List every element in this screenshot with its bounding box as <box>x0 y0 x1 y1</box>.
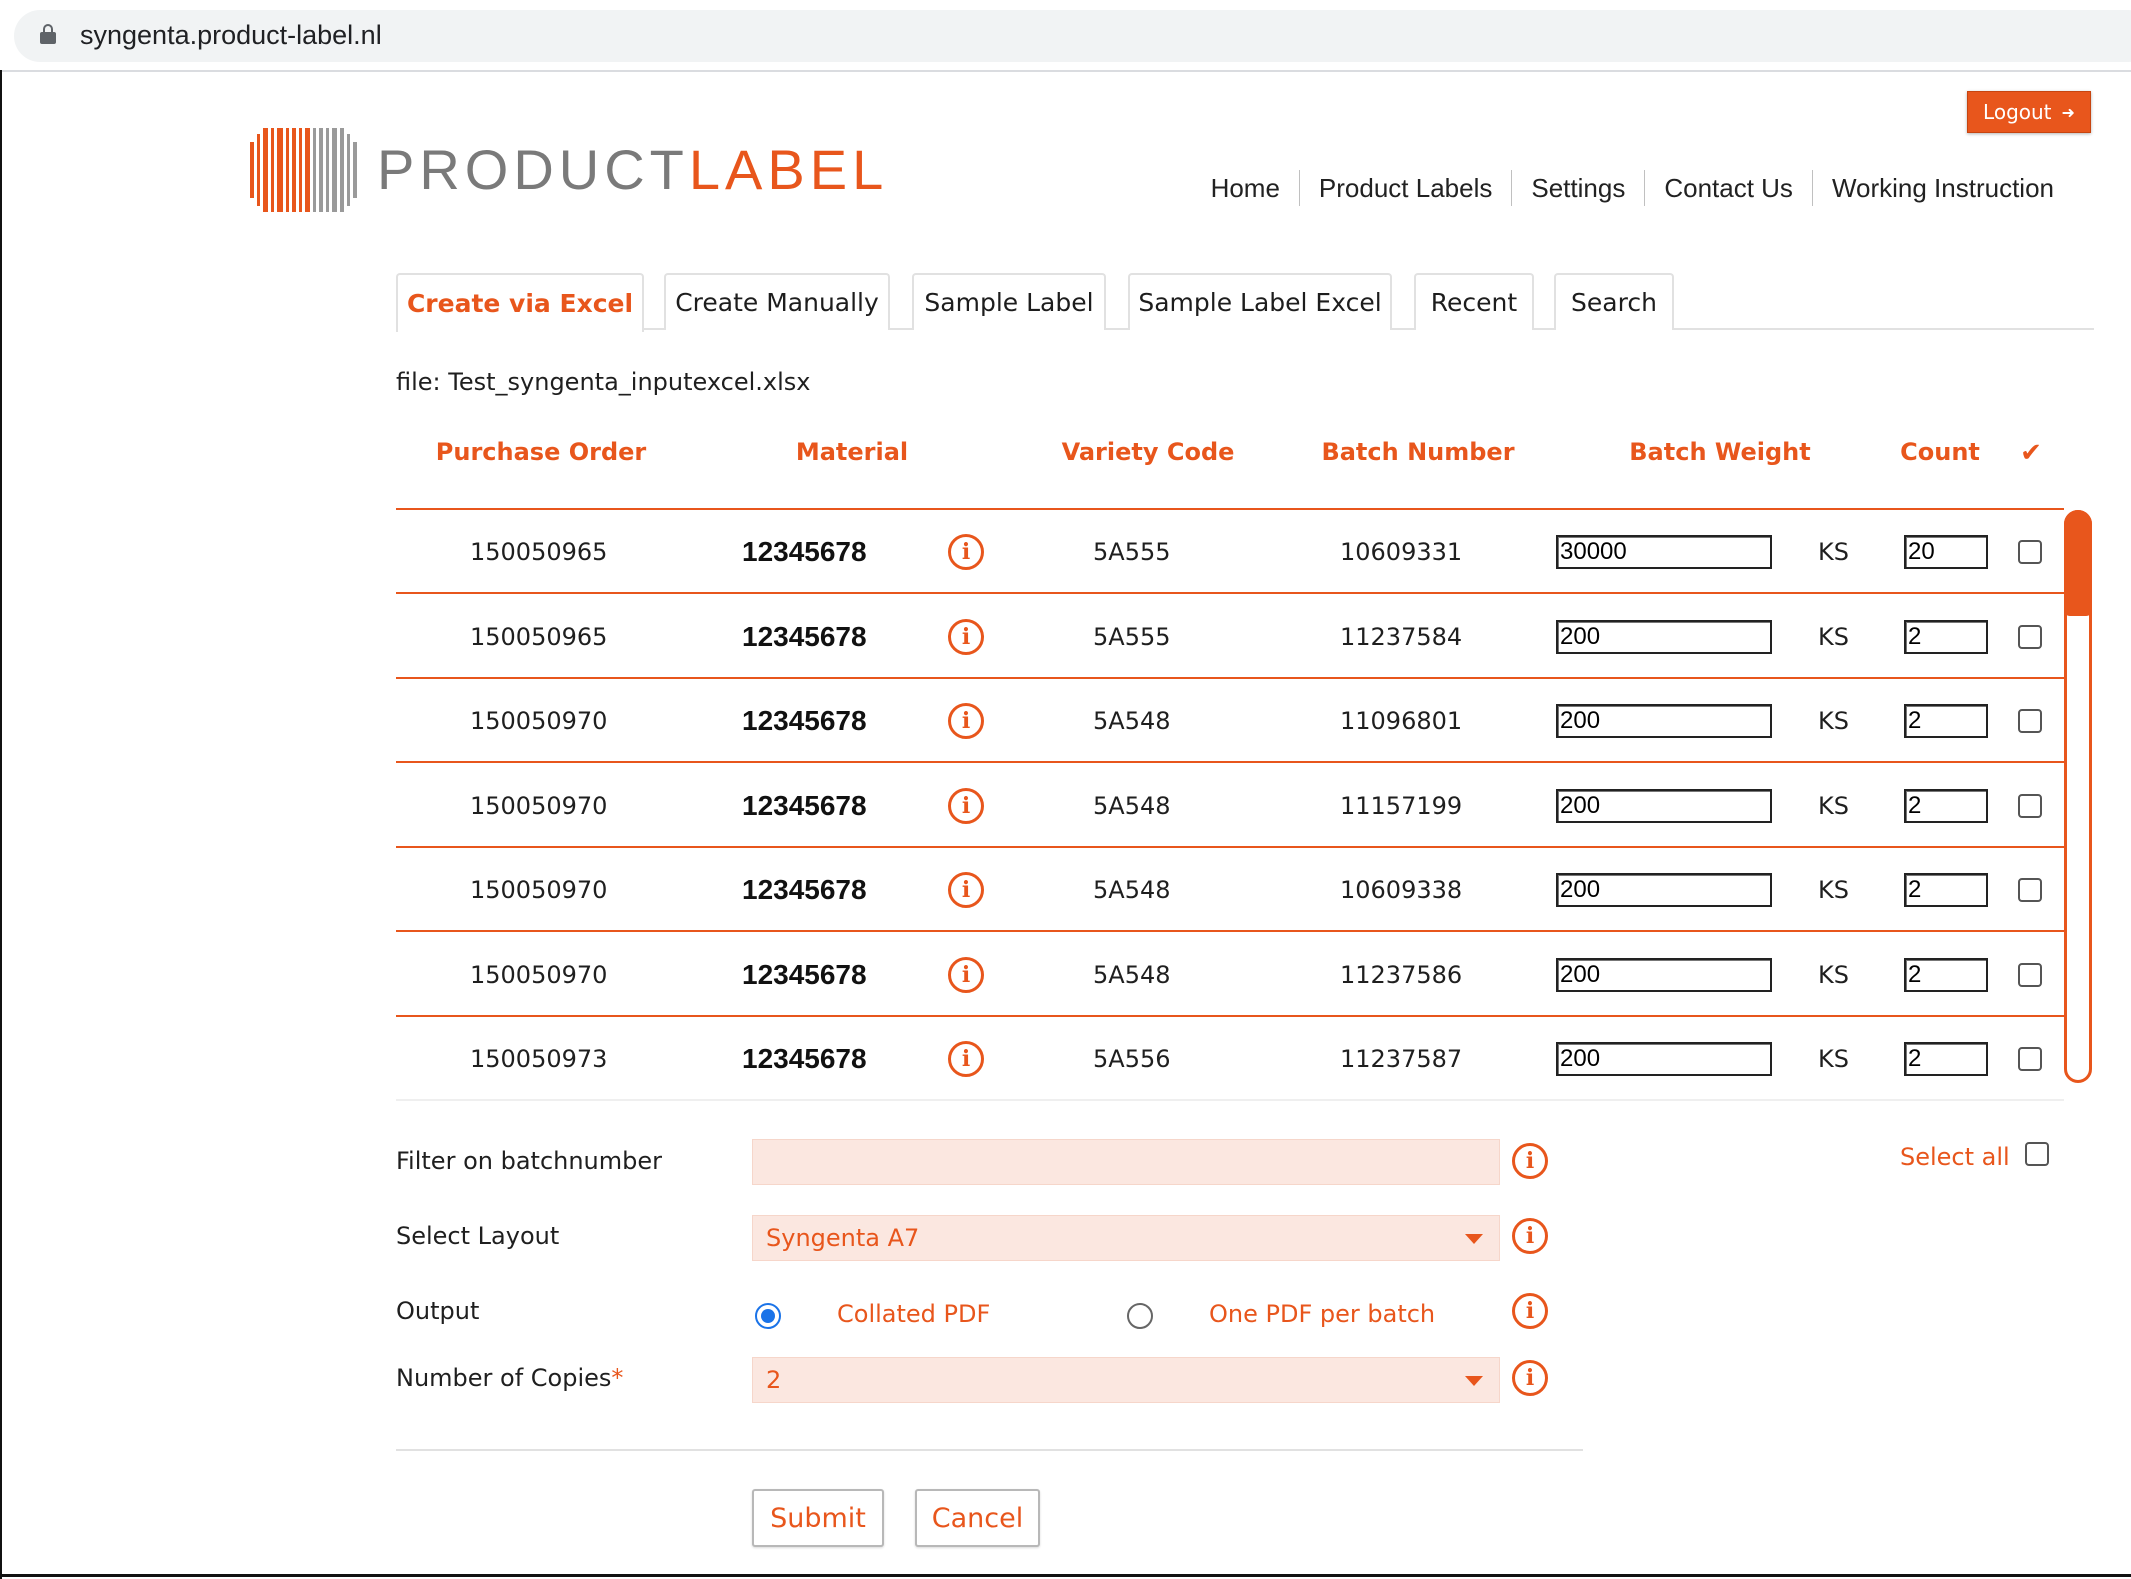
batch-number-cell: 11157199 <box>1340 791 1463 820</box>
material-cell: 12345678 <box>742 620 867 652</box>
material-cell: 12345678 <box>742 1043 867 1074</box>
info-icon: i <box>948 1041 984 1077</box>
col-variety-code: Variety Code <box>1061 438 1235 466</box>
output-info-button[interactable] <box>1512 1293 1548 1329</box>
variety-code-cell: 5A555 <box>1093 538 1171 566</box>
info-icon: i <box>948 957 984 993</box>
lock-icon <box>40 24 56 44</box>
filter-batchnumber-input[interactable] <box>752 1139 1500 1185</box>
variety-code-cell: 5A548 <box>1093 960 1171 989</box>
batch-weight-input[interactable]: 200 <box>1556 958 1772 992</box>
count-input[interactable]: 2 <box>1904 620 1988 654</box>
row-select-checkbox[interactable] <box>2018 1047 2042 1071</box>
unit-cell: KS <box>1818 707 1849 735</box>
tab-create-via-excel[interactable]: Create via Excel <box>396 273 644 332</box>
material-cell: 12345678 <box>742 958 867 990</box>
barcode-bar <box>277 128 283 212</box>
purchase-order-cell: 150050970 <box>470 707 608 735</box>
barcode-bar <box>347 134 350 206</box>
browser-divider <box>0 70 2131 72</box>
material-cell: 12345678 <box>742 789 867 821</box>
tab-bar <box>396 273 2094 330</box>
barcode-bar <box>340 128 344 212</box>
barcode-bar <box>257 134 260 206</box>
barcode-bar <box>305 128 310 212</box>
material-cell: 12345678 <box>742 705 867 736</box>
row-select-checkbox[interactable] <box>2018 709 2042 733</box>
copies-label: Number of Copies* <box>396 1364 624 1392</box>
unit-cell: KS <box>1818 960 1849 989</box>
table-row <box>396 510 2064 594</box>
material-info-button[interactable] <box>948 595 984 679</box>
table-row <box>396 848 2064 932</box>
file-name: file: Test_syngenta_inputexcel.xlsx <box>396 368 811 396</box>
filter-label: Filter on batchnumber <box>396 1147 663 1175</box>
batch-number-cell: 10609338 <box>1340 876 1463 904</box>
nav-product-labels[interactable]: Product Labels <box>1299 170 1511 206</box>
unit-cell: KS <box>1818 1045 1849 1073</box>
info-icon: i <box>948 788 984 824</box>
barcode-bar <box>299 128 302 212</box>
variety-code-cell: 5A548 <box>1093 791 1171 820</box>
table-row <box>396 933 2064 1017</box>
barcode-bar <box>313 128 316 212</box>
info-icon: i <box>1512 1218 1548 1254</box>
batch-weight-input[interactable]: 200 <box>1556 1042 1772 1076</box>
variety-code-cell: 5A555 <box>1093 622 1171 651</box>
submit-button[interactable]: Submit <box>752 1489 884 1547</box>
nav-settings[interactable]: Settings <box>1511 170 1644 206</box>
batch-weight-input[interactable]: 200 <box>1556 620 1772 654</box>
output-label: Output <box>396 1297 480 1325</box>
url-text[interactable]: syngenta.product-label.nl <box>80 20 382 50</box>
tab-recent[interactable]: Recent <box>1414 273 1534 330</box>
batch-number-cell: 11237584 <box>1340 622 1463 651</box>
tab-sample-label-excel[interactable]: Sample Label Excel <box>1128 273 1392 330</box>
tab-search[interactable]: Search <box>1554 273 1674 330</box>
variety-code-cell: 5A556 <box>1093 1045 1171 1073</box>
copies-info-button[interactable] <box>1512 1360 1548 1396</box>
unit-cell: KS <box>1818 876 1849 904</box>
table-row <box>396 764 2064 848</box>
chevron-down-icon <box>1465 1234 1483 1244</box>
material-info-button[interactable] <box>948 764 984 848</box>
col-select-check-icon: ✔ <box>2020 438 2042 468</box>
col-batch-weight: Batch Weight <box>1629 438 1811 466</box>
select-all-label[interactable]: Select all <box>1900 1143 2010 1171</box>
purchase-order-cell: 150050970 <box>470 791 608 820</box>
material-info-button[interactable] <box>948 679 984 763</box>
count-input[interactable]: 20 <box>1904 535 1988 569</box>
barcode-bar <box>271 128 274 212</box>
col-purchase-order: Purchase Order <box>435 438 647 466</box>
count-input[interactable]: 2 <box>1904 1042 1988 1076</box>
material-info-button[interactable] <box>948 1017 984 1101</box>
copies-select[interactable] <box>752 1357 1500 1403</box>
count-input[interactable]: 2 <box>1904 873 1988 907</box>
window-frame-left <box>0 70 2 1579</box>
logout-label: Logout <box>1983 100 2052 124</box>
barcode-bar <box>326 128 329 212</box>
purchase-order-cell: 150050970 <box>470 960 608 989</box>
layout-info-button[interactable] <box>1512 1218 1548 1254</box>
logout-button[interactable] <box>1967 91 2091 133</box>
batch-number-cell: 11237587 <box>1340 1045 1463 1073</box>
logout-arrow-icon: ➜ <box>2061 102 2075 122</box>
barcode-bar <box>250 142 254 198</box>
main-nav <box>1192 170 2073 206</box>
tab-create-manually[interactable]: Create Manually <box>664 273 890 330</box>
unit-cell: KS <box>1818 791 1849 820</box>
col-batch-number: Batch Number <box>1321 438 1515 466</box>
filter-info-button[interactable] <box>1512 1143 1548 1179</box>
info-icon: i <box>1512 1293 1548 1329</box>
row-select-checkbox[interactable] <box>2018 963 2042 987</box>
layout-select[interactable] <box>752 1215 1500 1261</box>
barcode-bar <box>292 128 296 212</box>
layout-selected-value: Syngenta A7 <box>766 1224 920 1252</box>
table-row <box>396 1017 2064 1101</box>
cancel-button[interactable]: Cancel <box>915 1489 1040 1547</box>
material-info-button[interactable] <box>948 848 984 932</box>
batch-number-cell: 10609331 <box>1340 538 1463 566</box>
info-icon: i <box>948 534 984 570</box>
count-input[interactable]: 2 <box>1904 704 1988 738</box>
layout-label: Select Layout <box>396 1222 560 1250</box>
count-input[interactable]: 2 <box>1904 789 1988 823</box>
row-select-checkbox[interactable] <box>2018 794 2042 818</box>
select-all-checkbox[interactable] <box>2025 1142 2049 1166</box>
required-asterisk: * <box>611 1364 624 1392</box>
nav-working-instruction[interactable]: Working Instruction <box>1812 170 2073 206</box>
table-scrollbar-thumb[interactable] <box>2064 510 2092 616</box>
count-input[interactable]: 2 <box>1904 958 1988 992</box>
row-select-checkbox[interactable] <box>2018 625 2042 649</box>
nav-home[interactable]: Home <box>1210 173 1280 203</box>
purchase-order-cell: 150050973 <box>470 1045 608 1073</box>
tab-sample-label[interactable]: Sample Label <box>912 273 1106 330</box>
output-collated-label[interactable]: Collated PDF <box>837 1300 991 1328</box>
barcode-bar <box>353 142 357 198</box>
purchase-order-cell: 150050965 <box>470 538 608 566</box>
output-per-batch-label[interactable]: One PDF per batch <box>1209 1300 1436 1328</box>
batch-weight-input[interactable]: 200 <box>1556 873 1772 907</box>
batch-weight-input[interactable]: 200 <box>1556 704 1772 738</box>
chevron-down-icon <box>1465 1376 1483 1386</box>
batch-number-cell: 11237586 <box>1340 960 1463 989</box>
barcode-bar <box>332 128 337 212</box>
nav-contact-us[interactable]: Contact Us <box>1644 170 1812 206</box>
info-icon: i <box>948 872 984 908</box>
batch-weight-input[interactable]: 30000 <box>1556 535 1772 569</box>
barcode-bar <box>263 128 268 212</box>
batch-weight-input[interactable]: 200 <box>1556 789 1772 823</box>
barcode-bar <box>319 128 323 212</box>
copies-selected-value: 2 <box>766 1366 782 1394</box>
material-info-button[interactable] <box>948 510 984 594</box>
window-frame-bottom <box>0 1574 2131 1577</box>
col-count: Count <box>1900 438 1980 466</box>
barcode-bar <box>286 128 289 212</box>
table-row <box>396 679 2064 763</box>
output-collated-radio[interactable] <box>755 1303 781 1329</box>
unit-cell: KS <box>1818 538 1849 566</box>
info-icon: i <box>948 619 984 655</box>
purchase-order-cell: 150050970 <box>470 876 608 904</box>
unit-cell: KS <box>1818 622 1849 651</box>
material-info-button[interactable] <box>948 933 984 1017</box>
barcode-logo-icon <box>250 128 358 212</box>
batch-number-cell: 11096801 <box>1340 707 1463 735</box>
table-row <box>396 595 2064 679</box>
output-per-batch-radio[interactable] <box>1127 1303 1153 1329</box>
variety-code-cell: 5A548 <box>1093 707 1171 735</box>
row-select-checkbox[interactable] <box>2018 540 2042 564</box>
info-icon: i <box>1512 1143 1548 1179</box>
logo-text: PRODUCTLABEL <box>377 138 889 201</box>
purchase-order-cell: 150050965 <box>470 622 608 651</box>
form-divider <box>396 1449 1583 1451</box>
row-select-checkbox[interactable] <box>2018 878 2042 902</box>
variety-code-cell: 5A548 <box>1093 876 1171 904</box>
col-material: Material <box>795 438 909 466</box>
material-cell: 12345678 <box>742 536 867 567</box>
material-cell: 12345678 <box>742 874 867 905</box>
info-icon: i <box>1512 1360 1548 1396</box>
info-icon: i <box>948 703 984 739</box>
